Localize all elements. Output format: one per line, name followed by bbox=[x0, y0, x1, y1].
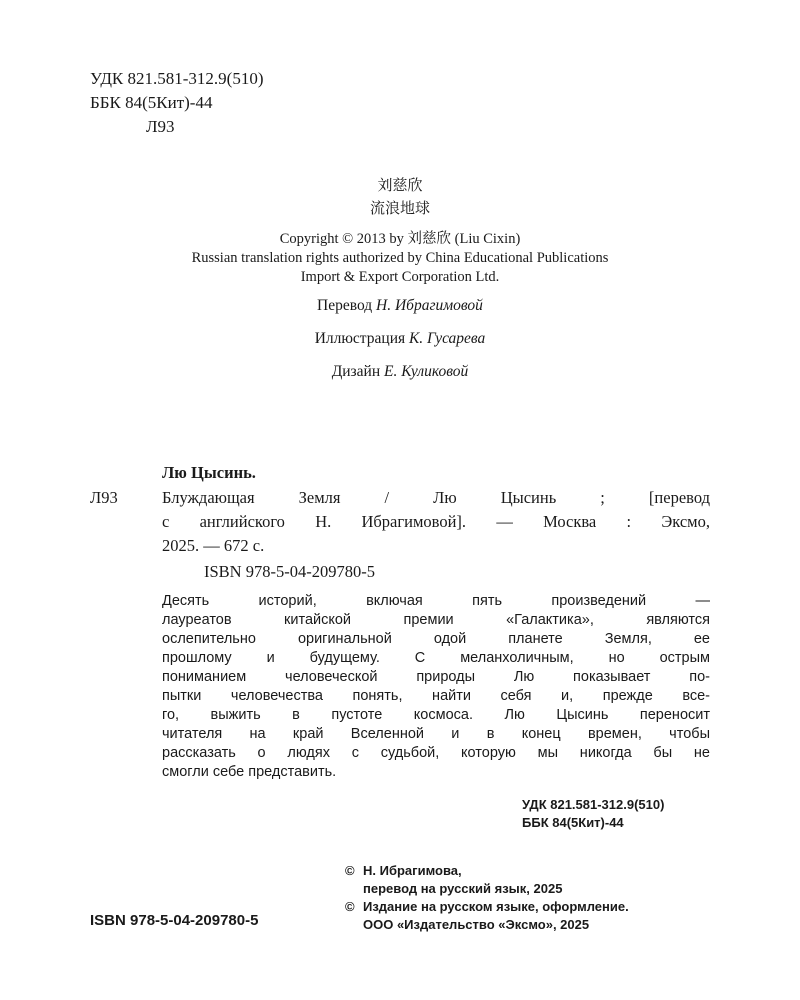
class-udk: УДК 821.581-312.9(510) bbox=[522, 797, 665, 812]
original-title-cn: 流浪地球 bbox=[369, 199, 430, 217]
annotation-line: ослепительно оригинальной одой планете Земля, ее bbox=[162, 631, 710, 647]
annotation-line: го, выжить в пустоте космоса. Лю Цысинь переносит bbox=[162, 707, 710, 723]
publisher-line: Издание на русском языке, оформление. bbox=[363, 899, 629, 914]
annotation-line: Десять историй, включая пять произведений — bbox=[162, 593, 710, 609]
copyright-mark: © bbox=[345, 899, 355, 914]
translator-name: Н. Ибрагимова, bbox=[363, 863, 462, 878]
credit-name: Н. Ибрагимовой bbox=[376, 297, 483, 314]
copyright-line: Russian translation rights authorized by China Educational Publications bbox=[191, 250, 609, 266]
copyright-line: Copyright © 2013 by 刘慈欣 (Liu Cixin) bbox=[279, 231, 521, 247]
credit-role: Перевод bbox=[317, 297, 373, 314]
credit-name: Е. Куликовой bbox=[384, 363, 469, 380]
bib-line: с английского Н. Ибрагимовой]. — Москва : Эксмо, bbox=[162, 512, 710, 531]
annotation-line: пониманием человеческой природы Лю показывает по- bbox=[162, 669, 710, 685]
bib-mark: Л93 bbox=[90, 488, 118, 507]
header-author-mark: Л93 bbox=[146, 117, 175, 136]
bib-author-heading: Лю Цысинь. bbox=[162, 463, 256, 482]
annotation-line: рассказать о людях с судьбой, которую мы никогда бы не bbox=[162, 745, 710, 761]
copyright-mark: © bbox=[345, 863, 355, 878]
credit-name: К. Гусарева bbox=[409, 330, 486, 347]
footer-isbn: ISBN 978-5-04-209780-5 bbox=[90, 912, 259, 929]
translator-note: перевод на русский язык, 2025 bbox=[363, 881, 563, 896]
credit-design bbox=[0, 363, 800, 381]
annotation-line: читателя на край Вселенной и в конец времен, чтобы bbox=[162, 726, 710, 742]
credit-role: Иллюстрация bbox=[314, 330, 406, 347]
class-bbk: ББК 84(5Кит)-44 bbox=[522, 815, 624, 830]
bib-line: Блуждающая Земля / Лю Цысинь ; [перевод bbox=[162, 488, 710, 507]
annotation-line: прошлому и будущему. С меланхоличным, но острым bbox=[162, 650, 710, 666]
bib-isbn: ISBN 978-5-04-209780-5 bbox=[204, 562, 375, 581]
annotation-last-line: смогли себе представить. bbox=[162, 764, 337, 780]
header-bbk: ББК 84(5Кит)-44 bbox=[90, 93, 213, 112]
annotation-line: пытки человечества понять, найти себя и, прежде все- bbox=[162, 688, 710, 704]
credit-role: Дизайн bbox=[331, 363, 381, 380]
original-author-cn: 刘慈欣 bbox=[377, 176, 423, 194]
copyright-line: Import & Export Corporation Ltd. bbox=[300, 269, 500, 285]
credit-illustration bbox=[0, 330, 800, 348]
publisher-line: ООО «Издательство «Эксмо», 2025 bbox=[363, 917, 590, 932]
credit-translation bbox=[0, 297, 800, 315]
header-udk: УДК 821.581-312.9(510) bbox=[90, 69, 264, 88]
bib-line: 2025. — 672 с. bbox=[162, 536, 265, 555]
annotation-line: лауреатов китайской премии «Галактика», являются bbox=[162, 612, 710, 628]
